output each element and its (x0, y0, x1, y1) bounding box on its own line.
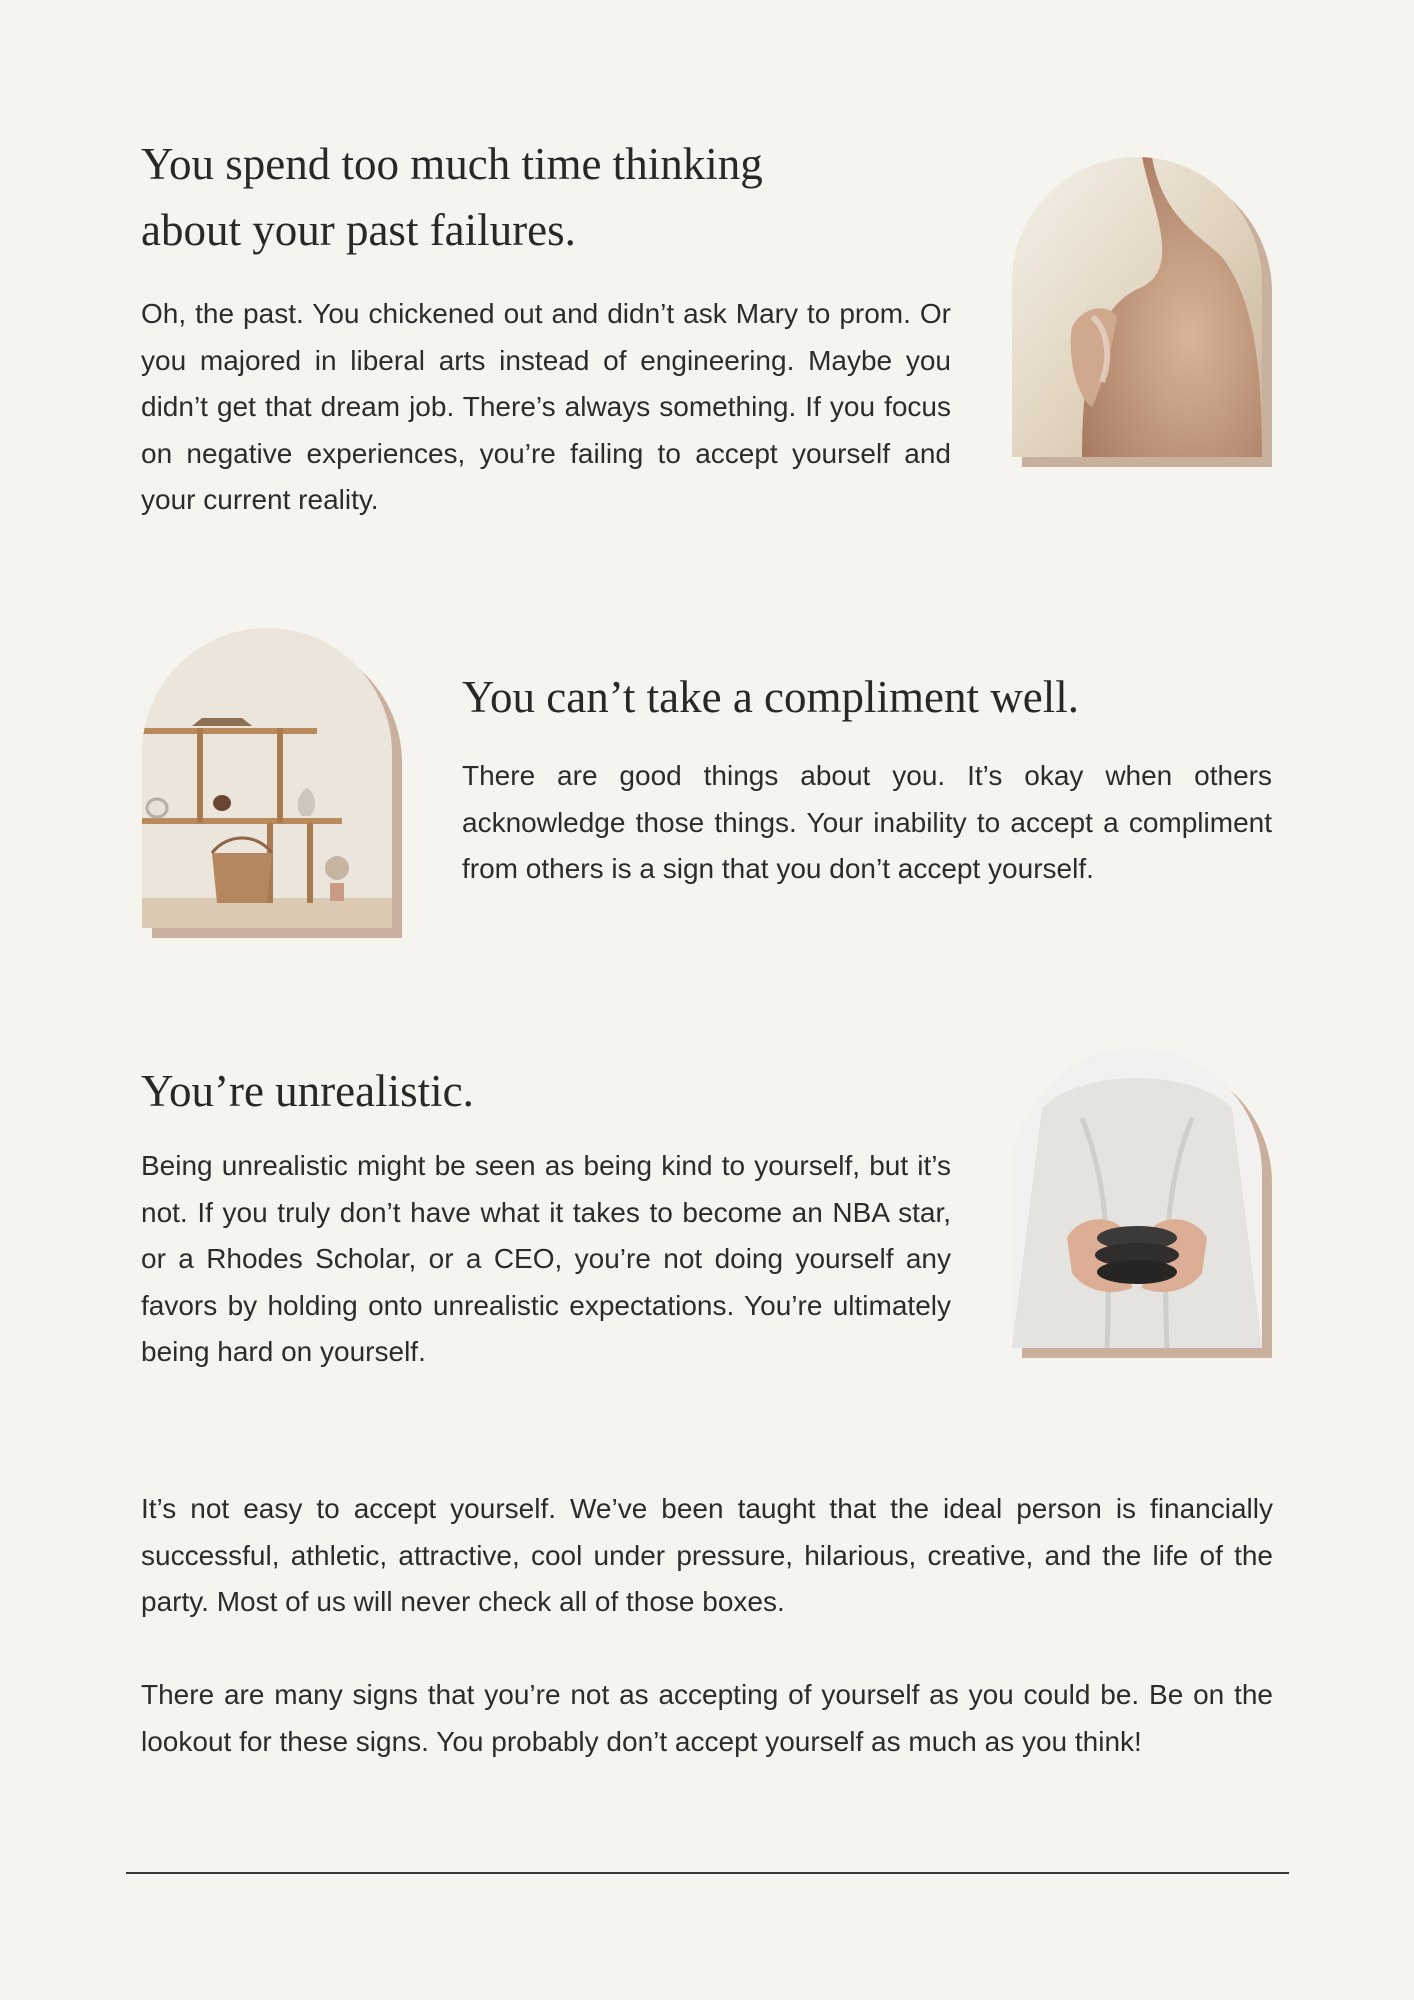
section-1-heading: You spend too much time thinking about your past failures. (141, 139, 763, 255)
closing-paragraph-2: There are many signs that you’re not as accepting of yourself as you could be. Be on the lookout for these signs. You probably don’t accept yourself as much as you think! (141, 1679, 1273, 1757)
section-3-body: Being unrealistic might be seen as being kind to yourself, but it’s not. If you truly don’t have what it takes to become an NBA star, or a Rhodes Scholar, or a CEO, you’re not doing yourself any favors by holding onto unrealistic expectations. You’re ultimately being hard on yourself. (141, 1150, 951, 1367)
section-2-body: There are good things about you. It’s okay when others acknowledge those things. Your inability to accept a compliment from others is a sign that you don’t accept yourself. (462, 760, 1272, 884)
shelf-photo (142, 628, 402, 938)
section-1-body: Oh, the past. You chickened out and didn’t ask Mary to prom. Or you majored in liberal arts instead of engineering. Maybe you didn’t get that dream job. There’s always something. If you focus on negative experiences, you’re failing to accept yourself and your current reality. (141, 298, 951, 515)
section-2-heading: You can’t take a compliment well. (462, 672, 1079, 722)
section-3-heading: You’re unrealistic. (141, 1066, 474, 1116)
footer-divider (126, 1872, 1289, 1874)
stones-photo (1012, 1048, 1272, 1358)
shoulder-photo (1012, 157, 1272, 467)
closing-paragraph-1: It’s not easy to accept yourself. We’ve been taught that the ideal person is financially successful, athletic, attractive, cool under pressure, hilarious, creative, and the life of the party. Most of us will never check all of those boxes. (141, 1493, 1273, 1617)
